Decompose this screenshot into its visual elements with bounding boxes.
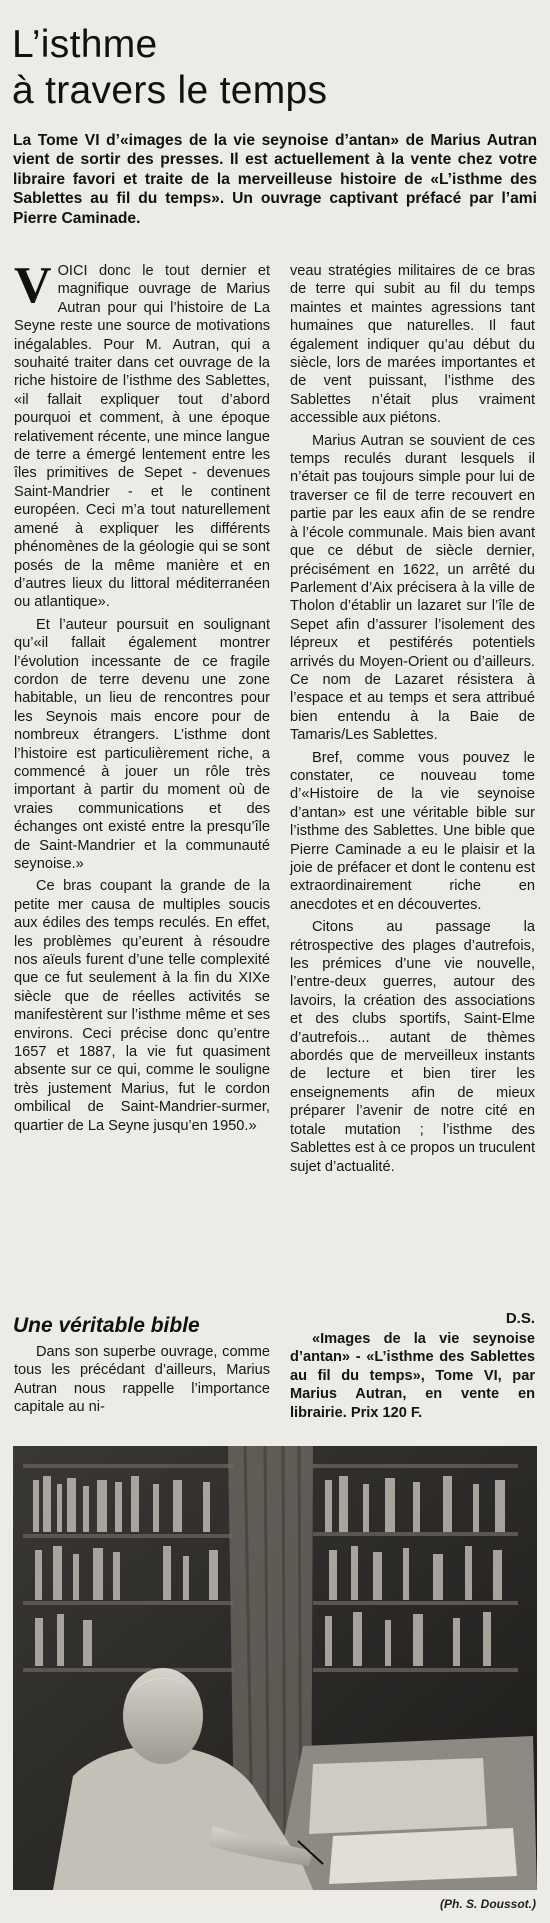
subhead-paragraph: Dans son superbe ouvrage, comme tous les précédant d’ailleurs, Marius Autran nous rappelle l’importance capitale au ni- (14, 1344, 270, 1416)
paragraph-1-text: OICI donc le tout dernier et magnifique ouvrage de Marius Autran pour qui l’histoire de La Seyne reste une source de motivations inégalables. Pour M. Autran, qui a souhaité traiter dans cet ouvrage de la riche histoire de l’isthme des Sablettes, «il fallait expliquer tout d’abord pourquoi et comment, à une époque relativement récente, une mince langue de terre a émergé lentement entre les îles primitives de Sepet - devenues Saint-Mandrier - et le continent européen. Ceci m’a tout naturellement amené à expliquer les différents phénomènes de la géologie qui se sont posés de la même manière et en d’autres lieux du littoral méditerranéen ou atlantique». (14, 263, 270, 611)
article-lede: La Tome VI d’«images de la vie seynoise d’antan» de Marius Autran vient de sortir des presses. Il est actuellement à la vente chez votre libraire favori et traite de la merveilleuse histoire de «L’isthme des Sablettes au fil du temps». Un ouvrage captivant préfacé par l’ami Pierre Caminade. (13, 132, 537, 227)
article-column-left (14, 257, 270, 1135)
paragraph-6: Bref, comme vous pouvez le constater, ce nouveau tome d’«Histoire de la vie seynoise d’antan» est une véritable bible sur l’isthme des Sablettes. Une bible que Pierre Caminade a eu le plaisir et la joie de préfacer et dont le contenu est extraordinairement riche en anecdotes et en découvertes. (290, 749, 535, 913)
paragraph-7: Citons au passage la rétrospective des plages d’autrefois, les prémices d’une vie nouvelle, l’entre-deux guerres, autour des lavoirs, la création des associations et des clubs sportifs, Saint-Elme d’autrefois... autant de thèmes abordés que de merveilleux instants de lecture et bien tirer les enseignements afin de mieux préparer l’avenir de notre cité en totale mutation ; l’isthme des Sablettes est à ce propos un truculent sujet d’actualité. (290, 919, 536, 1175)
paragraph-2: Et l’auteur poursuit en soulignant qu’«il fallait également montrer l’évolution incessante de ce fragile cordon de terre devenu une zone habitable, un lieu de rencontres pour les Seynois mais encore pour de nombreux étrangers. L’isthme dont l’histoire est particulièrement riche, a commencé à jouer un rôle très important à partir du moment où de vraies communications et des échanges ont existé entre la presqu’île de Saint-Mandrier et la communauté seynoise.» (14, 616, 270, 872)
article-column-right (290, 262, 535, 1176)
author-signature: D.S. (505, 1310, 535, 1327)
title-line-1: L’isthme (12, 23, 158, 66)
book-info-text: «Images de la vie seynoise d’antan» - «L’isthme des Sablettes au fil du temps», Tome VI, par Marius Autran, en vente en librairie. Prix 120 F. (290, 1331, 535, 1421)
author-photo (13, 1446, 537, 1890)
photo-credit: (Ph. S. Doussot.) (440, 1897, 536, 1911)
paragraph-1 (14, 257, 270, 612)
paragraph-4: veau stratégies militaires de ce bras de terre qui subit au fil du temps maintes et maintes agressions tant humaines que naturelles. Il faut également indiquer qu’au début du siècle, lors de marées importantes et de vent puissant, l’isthme des Sablettes n’était plus vraiment accessible aux piétons. (290, 263, 535, 427)
book-info-box (290, 1330, 535, 1422)
title-line-2: à travers le temps (12, 69, 328, 112)
subhead-section (14, 1343, 270, 1417)
author-at-desk-image (13, 1446, 537, 1890)
paragraph-3: Ce bras coupant la grande de la petite mer causa de multiples soucis aux édiles des temps reculés. En effet, les problèmes qu’eurent à résoudre nos aïeuls furent d’une telle complexité que ce fut seulement à la fin du XIXe siècle que de réelles activités se manifestèrent sur l’isthme même et ses environs. Ceci précise donc qu’entre 1657 et 1887, la vie fut quasiment absente sur ce qui, comme le souligne très justement Marius, fut le cordon ombilical de Saint-Mandrier-surmer, quartier de La Seyne jusqu’en 1950.» (14, 878, 270, 1134)
article-subhead: Une véritable bible (13, 1314, 200, 1337)
drop-cap: V (14, 257, 52, 314)
article-title (12, 22, 532, 114)
paragraph-5: Marius Autran se souvient de ces temps reculés durant lesquels il n’était pas toujours simple pour lui de traverser ce fil de terre recouvert en partie par les eaux afin de se rendre à l’école communale. Mais bien avant que ce début de siècle dernier, précisément en 1622, un arrêté du Parlement d’Aix précisera à la ville de Tholon d’établir un lazaret sur l’île de Sepet afin d’assurer l’isolement des lépreux et pestiférés potentiels arrivés du Moyen-Orient ou d’ailleurs. Ce nom de Lazaret résistera à l’espace et au temps et sera attribué bien entendu à la Baie de Tamaris/Les Sablettes. (290, 432, 535, 744)
